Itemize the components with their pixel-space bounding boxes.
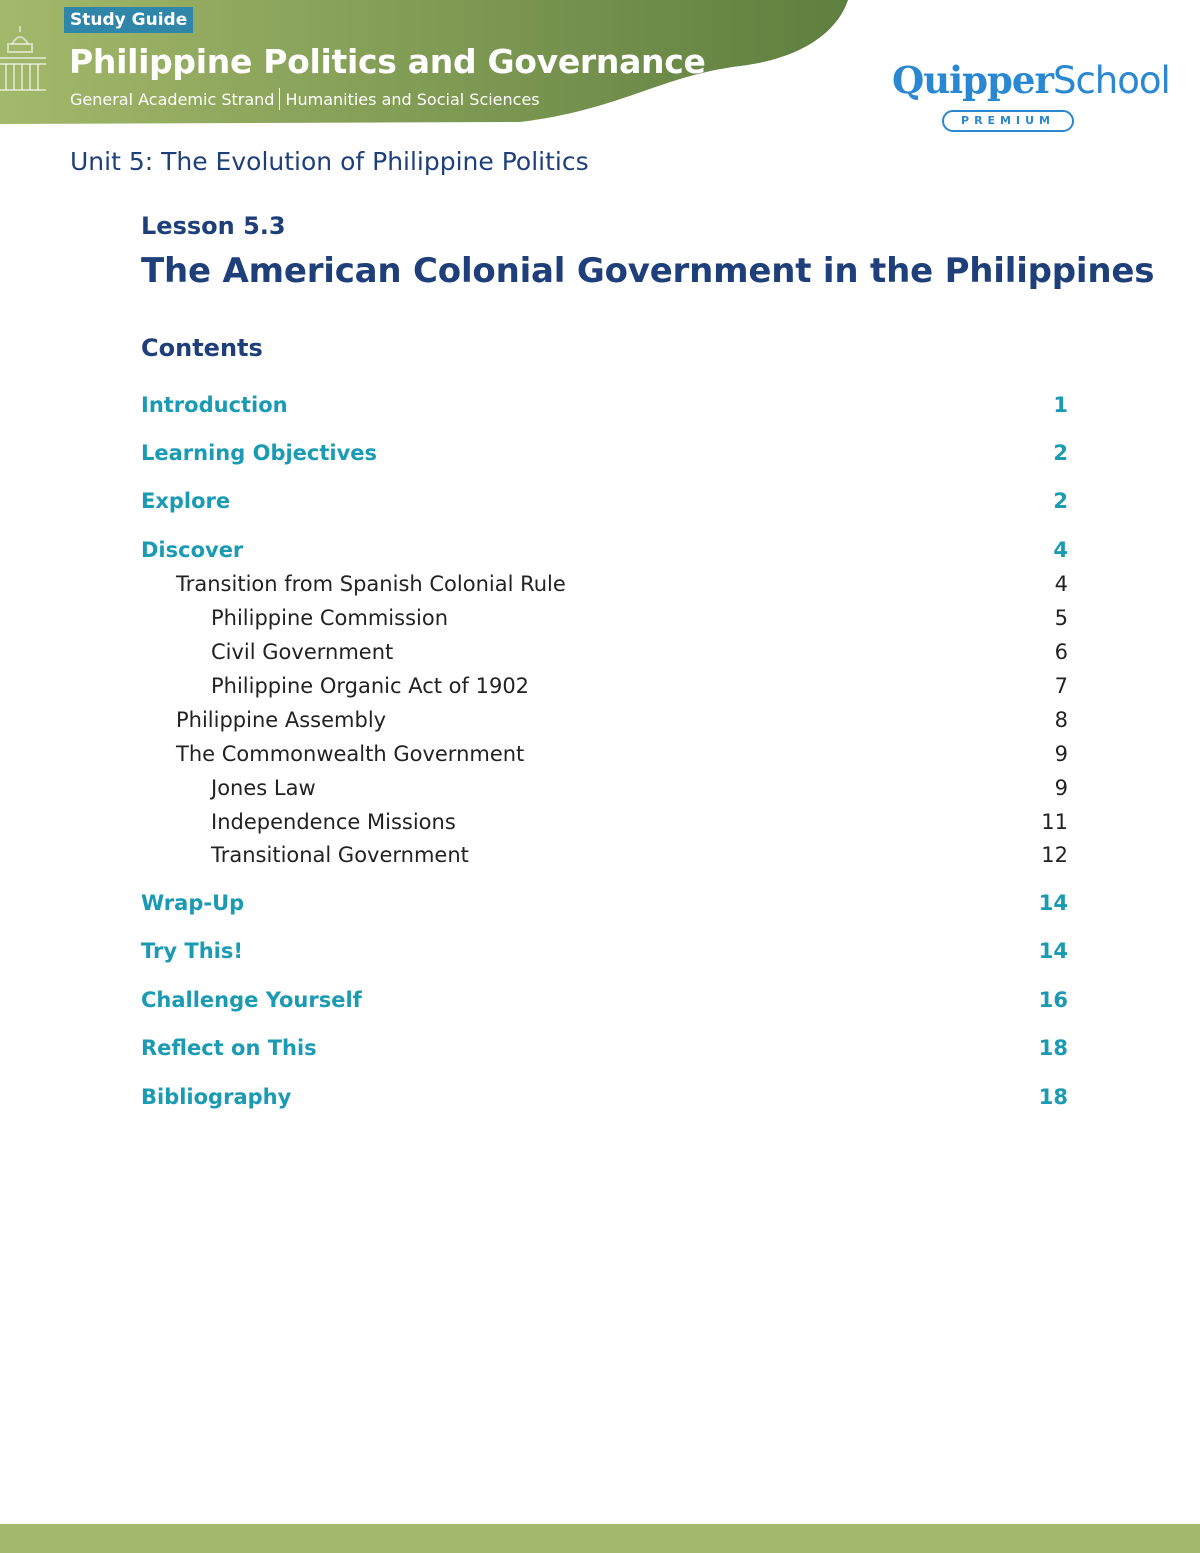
toc-entry[interactable] bbox=[0, 742, 1200, 772]
logo-premium-pill: PREMIUM bbox=[942, 110, 1074, 132]
toc-entry-page: 2 bbox=[1053, 441, 1068, 465]
toc-entry[interactable] bbox=[0, 640, 1200, 670]
toc-entry-page: 9 bbox=[1054, 776, 1068, 800]
contents-heading: Contents bbox=[141, 334, 263, 362]
track-name: Humanities and Social Sciences bbox=[285, 90, 540, 109]
toc-entry[interactable] bbox=[0, 939, 1200, 969]
toc-entry-label[interactable]: The Commonwealth Government bbox=[176, 742, 525, 766]
toc-entry-page: 11 bbox=[1041, 810, 1068, 834]
toc-entry-label[interactable]: Independence Missions bbox=[211, 810, 456, 834]
course-title: Philippine Politics and Governance bbox=[69, 42, 706, 81]
toc-entry-label[interactable]: Introduction bbox=[141, 393, 288, 417]
strand-name: General Academic Strand bbox=[70, 90, 275, 109]
toc-entry-page: 6 bbox=[1054, 640, 1068, 664]
toc-entry-page: 7 bbox=[1054, 674, 1068, 698]
toc-entry[interactable] bbox=[0, 708, 1200, 738]
toc-entry-label[interactable]: Challenge Yourself bbox=[141, 988, 362, 1012]
toc-entry-label[interactable]: Try This! bbox=[141, 939, 243, 963]
toc-entry-label[interactable]: Explore bbox=[141, 489, 231, 513]
toc-entry-label[interactable]: Transition from Spanish Colonial Rule bbox=[176, 572, 566, 596]
toc-entry-page: 2 bbox=[1053, 489, 1068, 513]
toc-entry-label[interactable]: Learning Objectives bbox=[141, 441, 378, 465]
toc-entry-label[interactable]: Discover bbox=[141, 538, 244, 562]
toc-entry[interactable] bbox=[0, 988, 1200, 1018]
toc-entry-label[interactable]: Philippine Organic Act of 1902 bbox=[211, 674, 530, 698]
toc-entry-page: 9 bbox=[1054, 742, 1068, 766]
toc-entry-label[interactable]: Transitional Government bbox=[211, 843, 469, 867]
lesson-title: The American Colonial Government in the Philippines bbox=[141, 251, 1155, 291]
toc-entry[interactable] bbox=[0, 776, 1200, 806]
logo-school-text: School bbox=[1052, 59, 1170, 102]
toc-entry-label[interactable]: Philippine Commission bbox=[211, 606, 449, 630]
footer-bar bbox=[0, 1524, 1200, 1553]
toc-entry-page: 8 bbox=[1054, 708, 1068, 732]
toc-entry-page: 16 bbox=[1038, 988, 1068, 1012]
toc-entry[interactable] bbox=[0, 843, 1200, 873]
lesson-number: Lesson 5.3 bbox=[141, 212, 286, 240]
toc-entry-page: 14 bbox=[1038, 939, 1068, 963]
unit-title: Unit 5: The Evolution of Philippine Politics bbox=[70, 147, 589, 176]
toc-entry-page: 18 bbox=[1038, 1036, 1068, 1060]
study-guide-badge: Study Guide bbox=[64, 7, 193, 33]
toc-entry-page: 4 bbox=[1054, 572, 1068, 596]
toc-entry-label[interactable]: Jones Law bbox=[211, 776, 316, 800]
toc-entry[interactable] bbox=[0, 393, 1200, 423]
toc-entry-page: 1 bbox=[1053, 393, 1068, 417]
toc-entry-label[interactable]: Wrap-Up bbox=[141, 891, 245, 915]
toc-entry[interactable] bbox=[0, 891, 1200, 921]
toc-entry-page: 12 bbox=[1041, 843, 1068, 867]
toc-entry[interactable] bbox=[0, 538, 1200, 568]
toc-entry[interactable] bbox=[0, 674, 1200, 704]
toc-entry-label[interactable]: Bibliography bbox=[141, 1085, 292, 1109]
toc-entry[interactable] bbox=[0, 489, 1200, 519]
toc-entry-label[interactable]: Philippine Assembly bbox=[176, 708, 387, 732]
toc-entry-page: 18 bbox=[1038, 1085, 1068, 1109]
toc-entry-page: 14 bbox=[1038, 891, 1068, 915]
toc-entry-label[interactable]: Civil Government bbox=[211, 640, 394, 664]
toc-entry[interactable] bbox=[0, 441, 1200, 471]
toc-entry[interactable] bbox=[0, 572, 1200, 602]
logo-quipper-text: Quipper bbox=[892, 58, 1053, 102]
toc-entry-page: 5 bbox=[1054, 606, 1068, 630]
toc-entry[interactable] bbox=[0, 1036, 1200, 1066]
toc-entry[interactable] bbox=[0, 810, 1200, 840]
toc-entry[interactable] bbox=[0, 1085, 1200, 1115]
toc-entry-label[interactable]: Reflect on This bbox=[141, 1036, 317, 1060]
toc-entry[interactable] bbox=[0, 606, 1200, 636]
toc-entry-page: 4 bbox=[1053, 538, 1068, 562]
